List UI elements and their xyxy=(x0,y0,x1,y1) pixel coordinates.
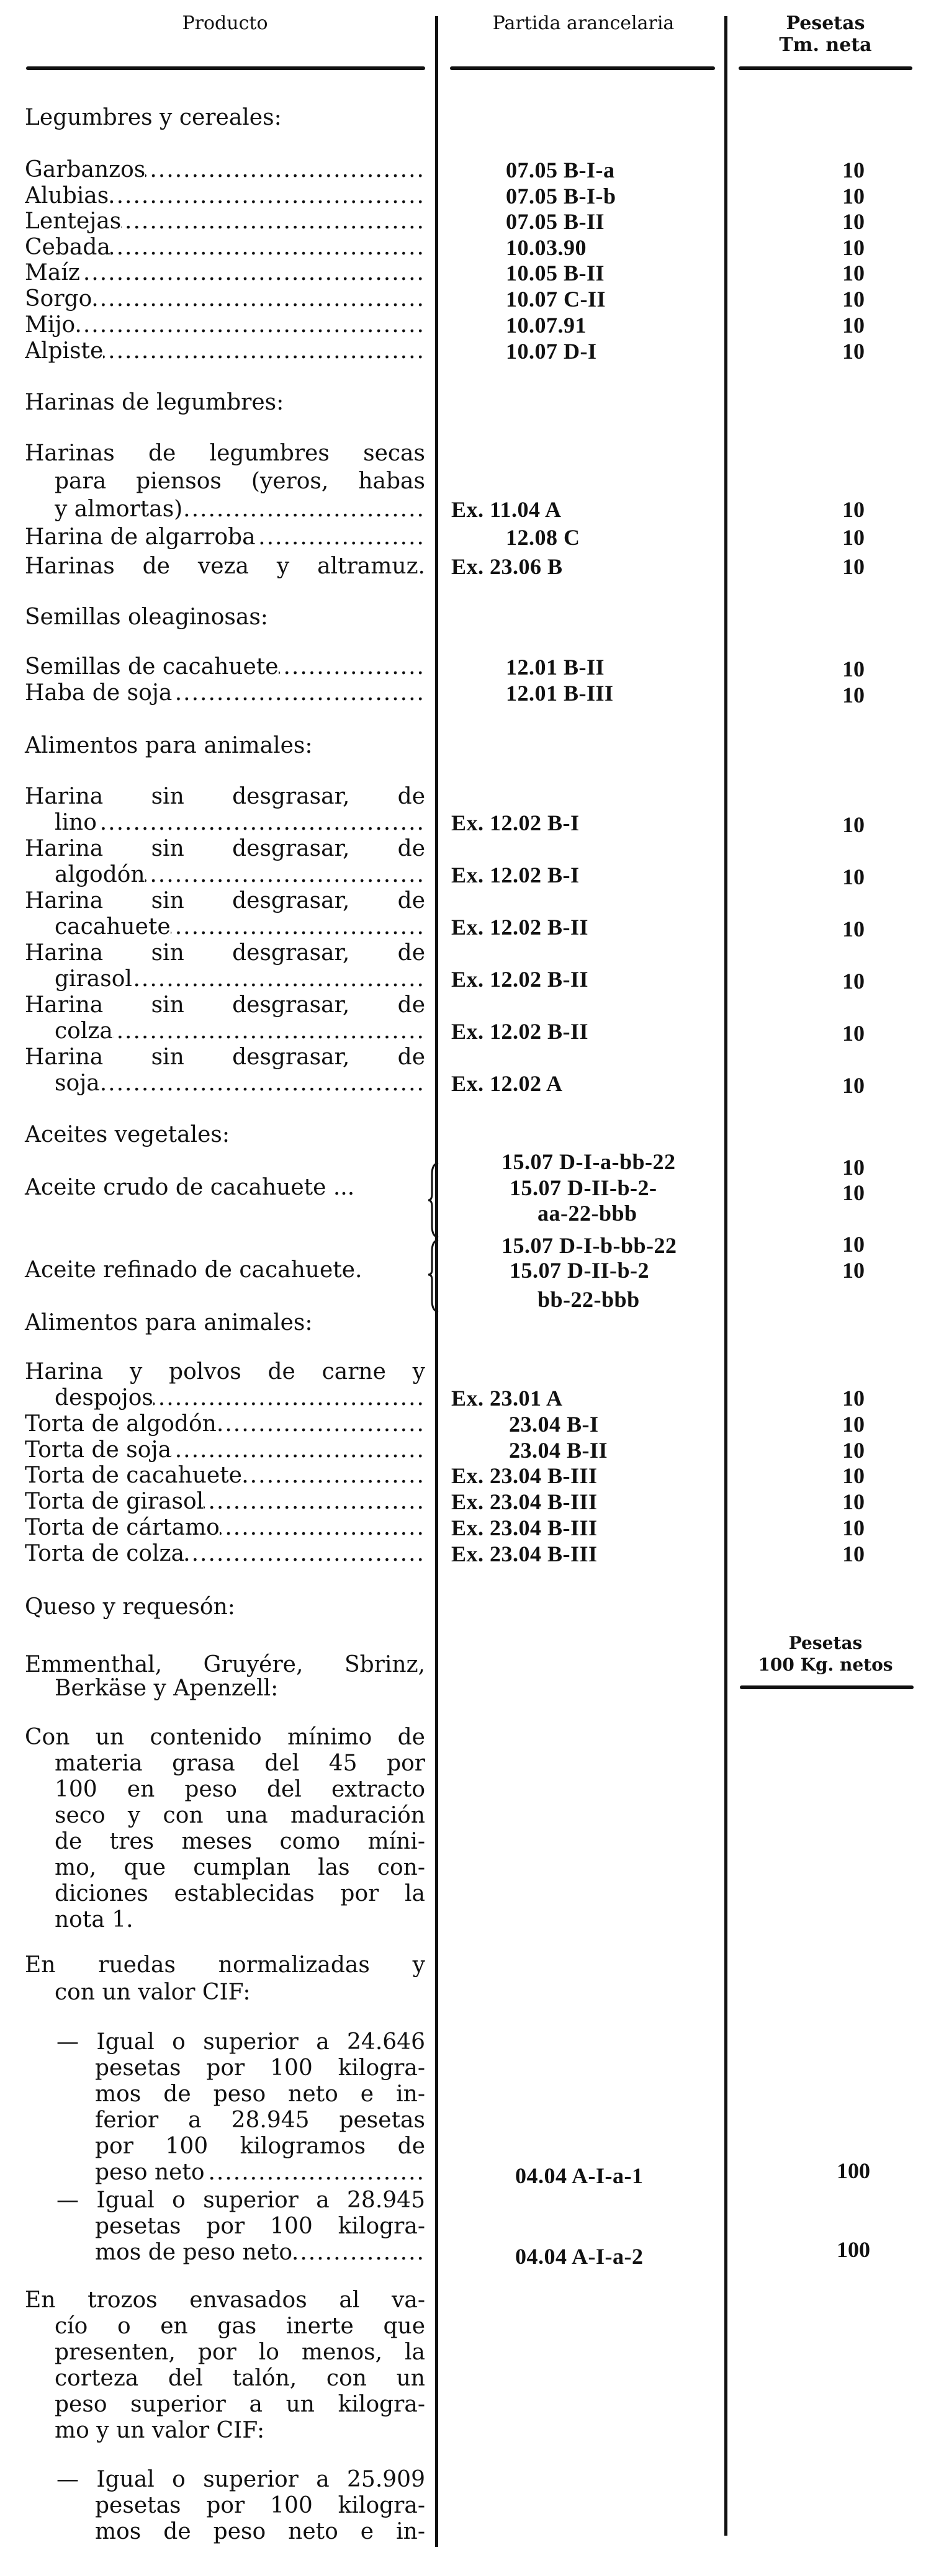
pesetas-value: 10 xyxy=(842,1258,865,1283)
product-line: Semillas de cacahuete ..... xyxy=(25,653,425,681)
product-line: peso neto ..... xyxy=(95,2159,425,2186)
tariff-code: 12.01 B-II xyxy=(506,655,605,680)
product-line: presenten, por lo menos, la xyxy=(55,2340,425,2365)
product-line: mo, que cumplan las con- xyxy=(55,1855,425,1880)
product-line: soja ..... xyxy=(55,1070,425,1097)
tariff-code: 10.07 C-II xyxy=(506,287,606,312)
pesetas-value: 10 xyxy=(842,1386,865,1411)
product-section-label: nota 1. xyxy=(55,1907,133,1932)
product-line: Lentejas ..... xyxy=(25,208,425,235)
tariff-code: 12.08 C xyxy=(506,525,580,550)
product-line: pesetas por 100 kilogra- xyxy=(95,2493,425,2518)
product-line: Maíz ..... xyxy=(25,259,425,287)
product-line: Torta de soja ..... xyxy=(25,1437,425,1464)
tariff-code: 12.01 B-III xyxy=(506,681,614,706)
product-line: lino ..... xyxy=(55,809,425,837)
product-line: Harina sin desgrasar, de xyxy=(25,784,425,809)
product-line: de tres meses como míni- xyxy=(55,1829,425,1854)
header-rule-partida xyxy=(450,66,715,70)
pesetas-value: 10 xyxy=(842,1021,865,1046)
product-line: cío o en gas inerte que xyxy=(55,2313,425,2339)
tariff-code: Ex. 23.04 B-III xyxy=(451,1542,598,1566)
product-line: pesetas por 100 kilogra- xyxy=(95,2214,425,2239)
product-line: — Igual o superior a 25.909 xyxy=(56,2467,425,2492)
product-line: pesetas por 100 kilogra- xyxy=(95,2055,425,2081)
tariff-code: Ex. 12.02 B-I xyxy=(451,810,580,835)
pesetas-value: 10 xyxy=(842,864,865,889)
product-line: materia grasa del 45 por xyxy=(55,1751,425,1776)
tariff-code: 10.07.91 xyxy=(506,313,587,338)
pesetas-value: 10 xyxy=(842,261,865,285)
cheese-header-rule xyxy=(740,1685,914,1689)
tariff-code: bb-22-bbb xyxy=(537,1287,640,1312)
product-line: mos de peso neto ..... xyxy=(95,2239,425,2266)
tariff-code: aa-22-bbb xyxy=(537,1201,637,1226)
product-line: Emmenthal, Gruyére, Sbrinz, xyxy=(25,1652,425,1677)
product-line: despojos ..... xyxy=(55,1384,425,1412)
product-line: mos de peso neto e in- xyxy=(95,2519,425,2544)
tariff-code: Ex. 23.01 A xyxy=(451,1386,563,1411)
column-divider-right xyxy=(724,16,727,2536)
brace-aceite-refinado xyxy=(427,1239,439,1313)
product-line: peso superior a un kilogra- xyxy=(55,2392,425,2417)
product-line: cacahuete ..... xyxy=(55,913,425,941)
product-line: algodón ..... xyxy=(55,861,425,889)
product-line: diciones establecidas por la xyxy=(55,1881,425,1906)
pesetas-value: 10 xyxy=(842,313,865,338)
product-line: Harina sin desgrasar, de xyxy=(25,836,425,861)
product-section-label: Queso y requesón: xyxy=(25,1594,235,1620)
tariff-code: 10.05 B-II xyxy=(506,261,605,285)
pesetas-value: 10 xyxy=(842,1180,865,1205)
tariff-code: 15.07 D-I-a-bb-22 xyxy=(501,1149,676,1174)
pesetas-value: 10 xyxy=(842,1515,865,1540)
product-section-label: con un valor CIF: xyxy=(55,1980,251,2005)
tariff-code: 07.05 B-II xyxy=(506,209,605,234)
pesetas-value: 10 xyxy=(842,1232,865,1257)
tariff-code: Ex. 12.02 B-II xyxy=(451,1019,589,1044)
product-line: Torta de girasol ..... xyxy=(25,1488,425,1515)
product-line: Torta de cártamo ..... xyxy=(25,1514,425,1542)
header-partida-arancelaria: Partida arancelaria xyxy=(492,12,675,34)
pesetas-value: 10 xyxy=(842,158,865,182)
product-line: Harina sin desgrasar, de xyxy=(25,1044,425,1070)
header-unit: Tm. neta xyxy=(779,34,872,56)
pesetas-value: 10 xyxy=(842,683,865,707)
pesetas-value: 10 xyxy=(842,969,865,994)
pesetas-value: 10 xyxy=(842,1073,865,1098)
product-line: Garbanzos ..... xyxy=(25,156,425,184)
cheese-header-unit: 100 Kg. netos xyxy=(758,1654,893,1675)
cheese-header-pesetas: Pesetas xyxy=(788,1633,863,1653)
pesetas-value: 10 xyxy=(842,525,865,550)
pesetas-value: 10 xyxy=(842,1155,865,1180)
pesetas-value: 10 xyxy=(842,1412,865,1437)
tariff-code: Ex. 23.06 B xyxy=(451,554,563,579)
pesetas-value: 10 xyxy=(842,657,865,681)
tariff-code: Ex. 12.02 B-II xyxy=(451,915,589,940)
product-line: Torta de colza ..... xyxy=(25,1540,425,1568)
product-line: mos de peso neto e in- xyxy=(95,2081,425,2107)
product-line: Harina sin desgrasar, de xyxy=(25,992,425,1018)
pesetas-value: 10 xyxy=(842,184,865,209)
product-section-label: Aceites vegetales: xyxy=(25,1122,230,1147)
tariff-code: 23.04 B-II xyxy=(509,1438,608,1463)
product-section-label: Aceite crudo de cacahuete ... xyxy=(25,1175,355,1200)
pesetas-value: 10 xyxy=(842,235,865,260)
pesetas-value: 10 xyxy=(842,339,865,364)
tariff-code: 15.07 D-II-b-2- xyxy=(510,1175,657,1200)
product-line: Harinas de legumbres secas xyxy=(25,441,425,466)
product-line: Harinas de veza y altramuz. xyxy=(25,554,425,579)
product-line: Alubias ..... xyxy=(25,182,425,210)
pesetas-value: 10 xyxy=(842,917,865,941)
product-line: corteza del talón, con un xyxy=(55,2366,425,2391)
pesetas-value: 10 xyxy=(842,1489,865,1514)
product-line: Torta de algodón ..... xyxy=(25,1411,425,1438)
product-section-label: Harinas de legumbres: xyxy=(25,390,284,415)
pesetas-value: 10 xyxy=(842,1542,865,1566)
product-line: Alpiste ..... xyxy=(25,338,425,365)
product-line: 100 en peso del extracto xyxy=(55,1777,425,1802)
brace-aceite-crudo xyxy=(427,1162,439,1239)
product-line: y almortas) ..... xyxy=(55,496,425,523)
product-line: seco y con una maduración xyxy=(55,1803,425,1828)
product-line: girasol ..... xyxy=(55,966,425,993)
product-line: Harina sin desgrasar, de xyxy=(25,940,425,966)
product-line: Sorgo ..... xyxy=(25,285,425,313)
product-line: En ruedas normalizadas y xyxy=(25,1952,425,1978)
pesetas-value: 10 xyxy=(842,1463,865,1488)
tariff-code: 04.04 A-I-a-2 xyxy=(515,2244,644,2269)
product-line: Con un contenido mínimo de xyxy=(25,1725,425,1750)
tariff-code: Ex. 12.02 A xyxy=(451,1071,563,1096)
tariff-code: 07.05 B-I-a xyxy=(506,158,615,182)
product-section-label: Legumbres y cereales: xyxy=(25,105,282,130)
product-line: Torta de cacahuete ..... xyxy=(25,1462,425,1489)
header-pesetas: Pesetas xyxy=(786,12,865,34)
product-section-label: mo y un valor CIF: xyxy=(55,2418,265,2443)
product-line: para piensos (yeros, habas xyxy=(55,469,425,494)
tariff-code: 15.07 D-II-b-2 xyxy=(510,1258,650,1283)
product-section-label: Semillas oleaginosas: xyxy=(25,604,268,630)
product-line: — Igual o superior a 24.646 xyxy=(56,2029,425,2055)
pesetas-value: 10 xyxy=(842,287,865,312)
tariff-code: 07.05 B-I-b xyxy=(506,184,616,209)
pesetas-value: 10 xyxy=(842,554,865,579)
tariff-code: 10.07 D-I xyxy=(506,339,597,364)
header-producto: Producto xyxy=(182,12,268,34)
product-line: En trozos envasados al va- xyxy=(25,2287,425,2313)
tariff-code: Ex. 23.04 B-III xyxy=(451,1515,598,1540)
tariff-code: 10.03.90 xyxy=(506,235,587,260)
pesetas-value: 10 xyxy=(842,1438,865,1463)
tariff-code: 15.07 D-I-b-bb-22 xyxy=(501,1233,677,1258)
tariff-code: Ex. 23.04 B-III xyxy=(451,1489,598,1514)
pesetas-value: 10 xyxy=(842,497,865,522)
product-section-label: Alimentos para animales: xyxy=(25,733,313,758)
pesetas-value: 10 xyxy=(842,812,865,837)
product-line: Harina de algarroba ..... xyxy=(25,524,425,551)
pesetas-value: 10 xyxy=(842,209,865,234)
tariff-code: 04.04 A-I-a-1 xyxy=(515,2163,644,2188)
pesetas-value: 100 xyxy=(837,2158,870,2183)
tariff-code: Ex. 12.02 B-I xyxy=(451,863,580,887)
product-line: por 100 kilogramos de xyxy=(95,2134,425,2159)
product-line: Cebada ..... xyxy=(25,234,425,261)
header-rule-producto xyxy=(26,66,425,70)
header-rule-pesetas xyxy=(739,66,912,70)
product-section-label: Berkäse y Apenzell: xyxy=(55,1676,279,1701)
product-section-label: Aceite refinado de cacahuete. xyxy=(25,1257,362,1283)
product-line: ferior a 28.945 pesetas xyxy=(95,2107,425,2133)
product-line: Harina y polvos de carne y xyxy=(25,1359,425,1384)
tariff-code: Ex. 23.04 B-III xyxy=(451,1463,598,1488)
product-line: Harina sin desgrasar, de xyxy=(25,888,425,913)
product-line: Mijo ..... xyxy=(25,312,425,339)
product-line: colza ..... xyxy=(55,1018,425,1045)
product-section-label: Alimentos para animales: xyxy=(25,1310,313,1335)
tariff-code: Ex. 11.04 A xyxy=(451,497,562,522)
tariff-code: Ex. 12.02 B-II xyxy=(451,967,589,992)
pesetas-value: 100 xyxy=(837,2237,870,2262)
tariff-code: 23.04 B-I xyxy=(509,1412,599,1437)
product-line: — Igual o superior a 28.945 xyxy=(56,2188,425,2213)
product-line: Haba de soja ..... xyxy=(25,680,425,707)
